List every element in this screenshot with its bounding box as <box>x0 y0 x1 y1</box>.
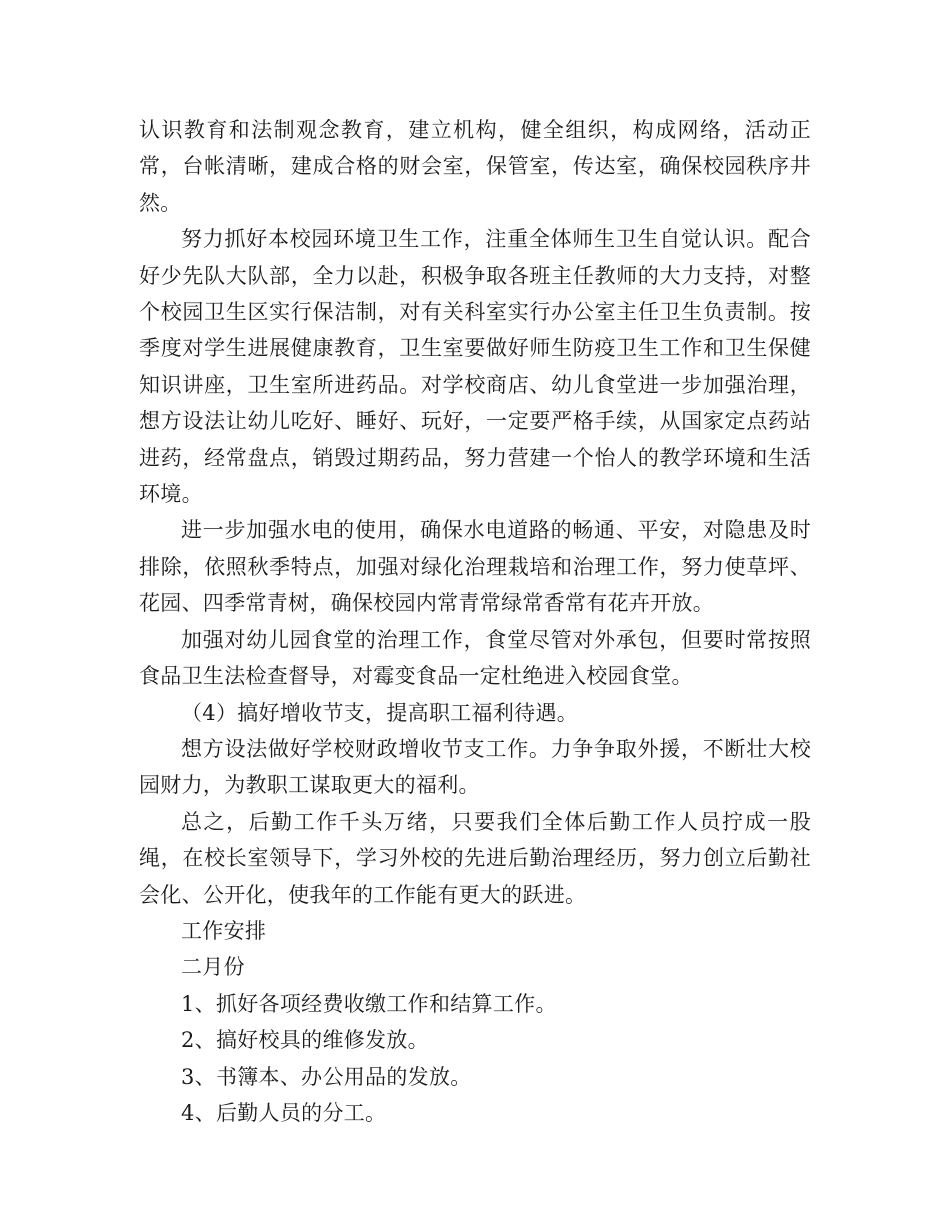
list-item-4: 4、后勤人员的分工。 <box>181 1100 387 1125</box>
list-item-3: 3、书簿本、办公用品的发放。 <box>181 1064 472 1089</box>
paragraph-water-electricity: 进一步加强水电的使用，确保水电道路的畅通、平安，对隐患及时排除，依照秋季特点，加强对绿化治理栽培和治理工作，努力使草坪、花园、四季常青树，确保校园内常青常绿常香常有花卉开放。 <box>139 518 811 616</box>
list-item-1: 1、抓好各项经费收缴工作和结算工作。 <box>181 991 557 1016</box>
list-item-2: 2、搞好校具的维修发放。 <box>181 1028 429 1053</box>
paragraph-section-4-heading: （4）搞好增收节支，提高职工福利待遇。 <box>181 700 579 725</box>
heading-work-schedule: 工作安排 <box>181 918 267 943</box>
document-body <box>139 112 811 1131</box>
paragraph-continuation: 认识教育和法制观念教育，建立机构，健全组织，构成网络，活动正常，台帐清晰，建成合格的财会室，保管室，传达室，确保校园秩序井然。 <box>139 118 811 215</box>
paragraph-summary: 总之，后勤工作千头万绪，只要我们全体后勤工作人员拧成一股绳，在校长室领导下，学习外校的先进后勤治理经历，努力创立后勤社会化、公开化，使我年的工作能有更大的跃进。 <box>139 809 811 907</box>
paragraph-environment-hygiene: 努力抓好本校园环境卫生工作，注重全体师生卫生自觉认识。配合好少先队大队部，全力以赴，积极争取各班主任教师的大力支持，对整个校园卫生区实行保洁制，对有关科室实行办公室主任卫生负责制。按季度对学生进展健康教育，卫生室要做好师生防疫卫生工作和卫生保健知识讲座，卫生室所进药品。对学校商店、幼儿食堂进一步加强治理，想方设法让幼儿吃好、睡好、玩好，一定要严格手续，从国家定点药站进药，经常盘点，销毁过期药品，努力营建一个怡人的教学环境和生活环境。 <box>139 227 811 507</box>
paragraph-finance: 想方设法做好学校财政增收节支工作。力争争取外援，不断壮大校园财力，为教职工谋取更大的福利。 <box>139 736 811 798</box>
paragraph-canteen: 加强对幼儿园食堂的治理工作，食堂尽管对外承包，但要时常按照食品卫生法检查督导，对霉变食品一定杜绝进入校园食堂。 <box>139 627 811 689</box>
heading-february: 二月份 <box>181 955 245 980</box>
